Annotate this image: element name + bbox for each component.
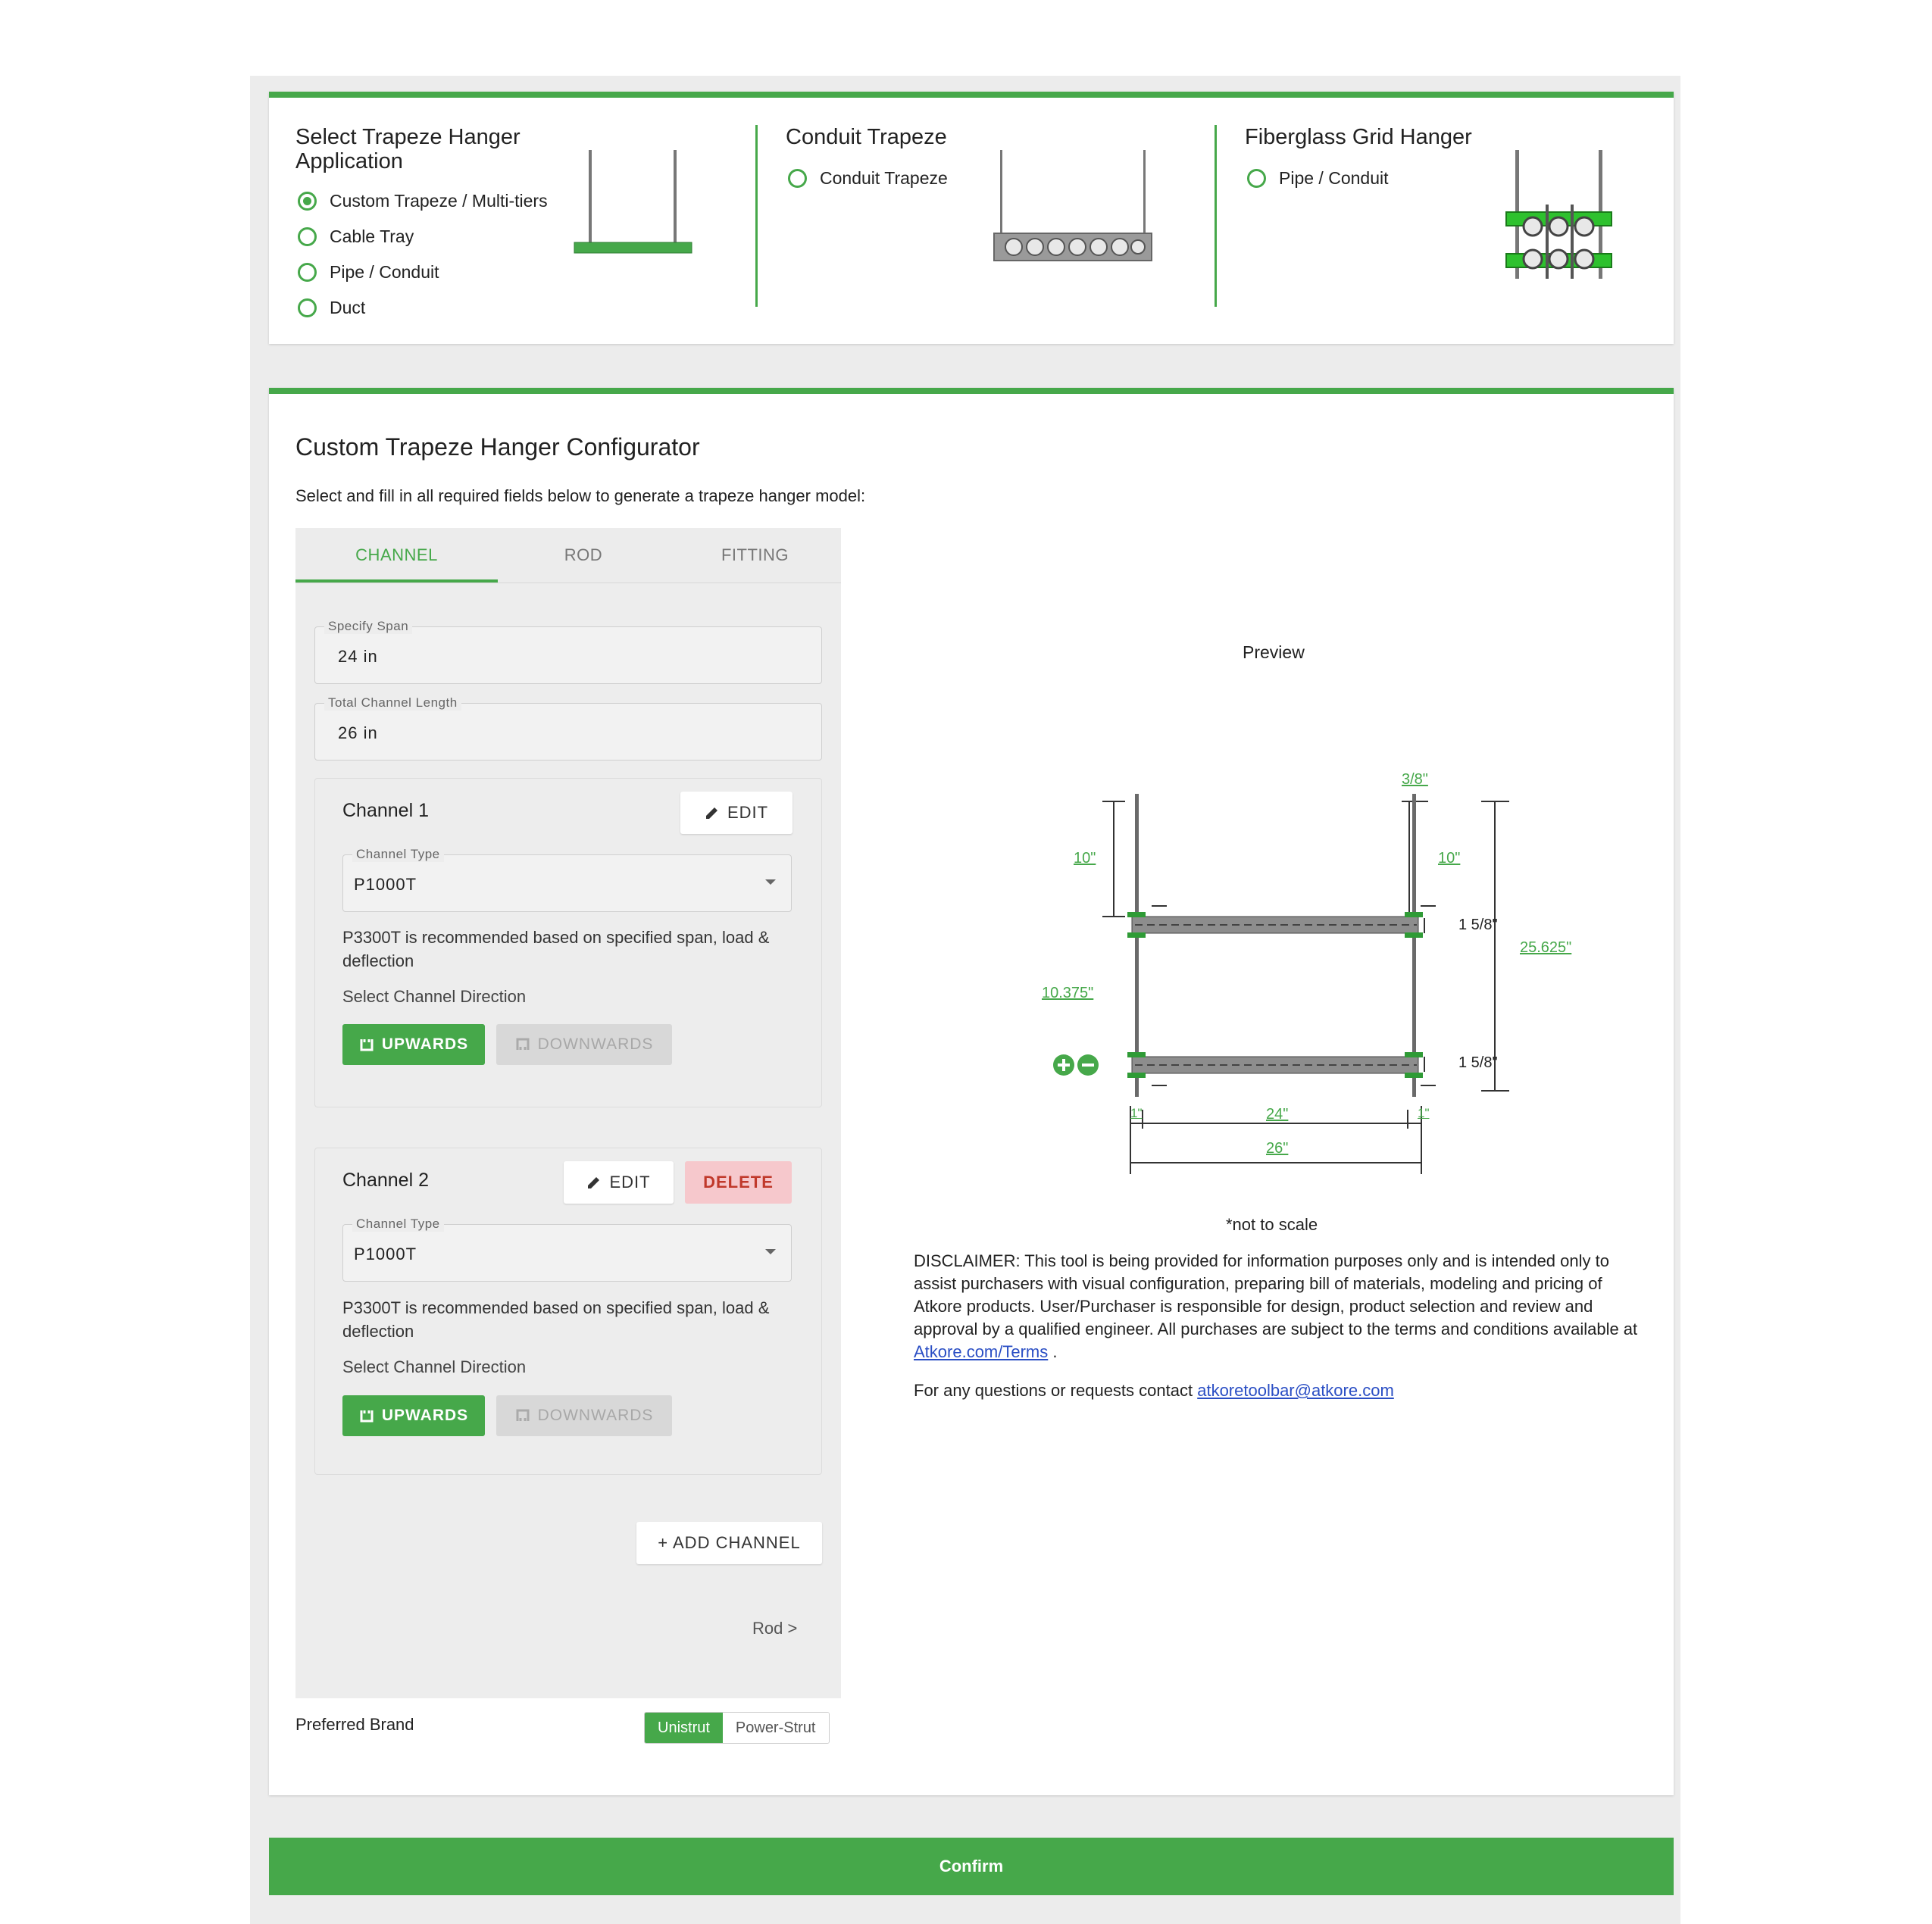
fiberglass-grid-illustration [1504,148,1614,284]
radio-unchecked-icon[interactable] [298,298,317,317]
total-length-label: Total Channel Length [324,695,461,711]
total-length-value[interactable]: 26 in [338,723,378,742]
brand-option-unistrut[interactable]: Unistrut [645,1713,723,1743]
not-to-scale-note: *not to scale [1226,1215,1318,1234]
disclaimer: DISCLAIMER: This tool is being provided for information purposes only and is intended only to assist purchasers with visual configuration, preparing bill of materials, modeling and pricing of Atkore products. User/Purchaser is responsible for design, product selection and review and approval by a qualified engineer. All purchases are subject to the terms and conditions available at Atkore.com/Terms . [914,1251,1638,1361]
preferred-brand-label: Preferred Brand [295,1715,414,1734]
radio-duct[interactable] [298,298,365,318]
edit-label: EDIT [609,1173,651,1192]
contact-text: For any questions or requests contact [914,1381,1193,1400]
radio-label: Duct [330,298,366,317]
pencil-icon [705,805,720,820]
channel-1-recommendation: P3300T is recommended based on specified span, load & deflection [342,928,770,970]
terms-link[interactable]: Atkore.com/Terms [914,1342,1049,1361]
channel-up-icon [359,1037,374,1052]
dim-span: 24" [1266,1106,1289,1123]
contact-line [914,1381,1394,1401]
channel-type-value: P1000T [354,1245,417,1263]
dim-tier-gap: 10.375" [1042,985,1094,1001]
add-channel-button[interactable]: + ADD CHANNEL [636,1522,822,1564]
channel-down-icon [515,1408,530,1423]
span-field[interactable] [314,619,822,684]
dim-total-height: 25.625" [1520,939,1572,956]
radio-label: Pipe / Conduit [330,262,439,282]
dim-left-overhang: 1" [1130,1106,1143,1120]
radio-label: Pipe / Conduit [1279,168,1389,188]
radio-label: Custom Trapeze / Multi-tiers [330,191,548,211]
dim-channel-height-1: 1 5/8" [1458,917,1498,933]
radio-fiberglass-pipe-conduit[interactable] [1247,168,1388,189]
total-length-field[interactable] [314,695,822,761]
configurator-title: Custom Trapeze Hanger Configurator [295,433,700,461]
channel-1-upwards-button[interactable] [342,1024,485,1065]
dim-left-rod-top: 10" [1074,850,1096,867]
channel-1-type-select[interactable] [342,847,792,912]
chevron-down-icon[interactable] [765,879,776,885]
next-rod-link[interactable]: Rod > [752,1619,798,1638]
contact-email-link[interactable]: atkoretoolbar@atkore.com [1197,1381,1394,1400]
dim-channel-height-2: 1 5/8" [1458,1054,1498,1071]
channel-1-title: Channel 1 [342,800,429,821]
channel-2-title: Channel 2 [342,1170,429,1191]
configurator-subtitle: Select and fill in all required fields below to generate a trapeze hanger model: [295,486,866,505]
upwards-label: UPWARDS [381,1407,469,1424]
radio-unchecked-icon[interactable] [1247,169,1266,188]
chevron-down-icon[interactable] [765,1249,776,1254]
radio-label: Conduit Trapeze [820,168,948,188]
dim-right-rod-top: 10" [1438,850,1461,867]
radio-unchecked-icon[interactable] [298,227,317,246]
radio-unchecked-icon[interactable] [298,263,317,282]
radio-pipe-conduit[interactable] [298,262,439,283]
channel-1-edit-button[interactable] [680,792,792,834]
channel-type-label: Channel Type [352,1217,444,1232]
radio-conduit-trapeze[interactable] [788,168,948,189]
channel-up-icon [359,1408,374,1423]
add-tier-icon[interactable] [1053,1054,1074,1076]
channel-2-direction-label: Select Channel Direction [342,1357,527,1376]
disclaimer-text: DISCLAIMER: This tool is being provided for information purposes only and is intended only to assist purchasers with visual configuration, preparing bill of materials, modeling and pricing of Atkore products. User/Purchaser is responsible for design, product selection and review and approval by a qualified engineer. All purchases are subject to the terms and conditions available at [914,1251,1638,1338]
channel-2-recommendation: P3300T is recommended based on specified span, load & deflection [342,1298,770,1341]
config-tabs [295,528,841,583]
dim-top-gap: 3/8" [1402,771,1428,788]
brand-option-power-strut[interactable]: Power-Strut [723,1713,829,1743]
channel-1-direction-label: Select Channel Direction [342,987,527,1006]
span-field-label: Specify Span [324,619,412,634]
radio-unchecked-icon[interactable] [788,169,807,188]
downwards-label: DOWNWARDS [537,1407,654,1424]
channel-2-delete-button[interactable]: DELETE [685,1161,792,1204]
remove-tier-icon[interactable] [1077,1054,1099,1076]
preview-label: Preview [1243,642,1305,662]
edit-label: EDIT [727,803,769,822]
section-title-conduit-trapeze: Conduit Trapeze [786,125,947,149]
channel-2-upwards-button[interactable] [342,1395,485,1436]
tab-rod[interactable]: ROD [564,545,603,564]
downwards-label: DOWNWARDS [537,1035,654,1053]
brand-toggle [644,1712,830,1744]
radio-label: Cable Tray [330,226,414,246]
trapeze-preview-drawing [1030,765,1591,1189]
radio-checked-icon[interactable] [298,192,317,211]
span-field-value[interactable]: 24 in [338,647,378,666]
pencil-icon [586,1175,602,1190]
channel-down-icon [515,1037,530,1052]
section-divider [1215,125,1217,307]
radio-cable-tray[interactable] [298,226,414,247]
conduit-trapeze-illustration [993,148,1155,265]
confirm-button[interactable]: Confirm [269,1838,1674,1895]
tab-channel[interactable]: CHANNEL [295,528,498,583]
channel-2-type-select[interactable] [342,1217,792,1282]
section-divider [755,125,758,307]
tab-fitting[interactable]: FITTING [721,545,789,564]
radio-custom-trapeze[interactable] [298,191,548,211]
channel-type-value: P1000T [354,875,417,894]
section-title-custom-trapeze: Select Trapeze Hanger Application [295,125,521,173]
upwards-label: UPWARDS [381,1035,469,1053]
channel-2-downwards-button[interactable] [496,1395,672,1436]
dim-right-overhang: 1" [1418,1106,1430,1120]
channel-1-downwards-button[interactable] [496,1024,672,1065]
channel-type-label: Channel Type [352,847,444,862]
section-title-fiberglass-grid: Fiberglass Grid Hanger [1245,125,1472,149]
channel-2-edit-button[interactable] [564,1161,674,1204]
custom-trapeze-illustration [568,148,697,258]
dim-total-length: 26" [1266,1140,1289,1157]
